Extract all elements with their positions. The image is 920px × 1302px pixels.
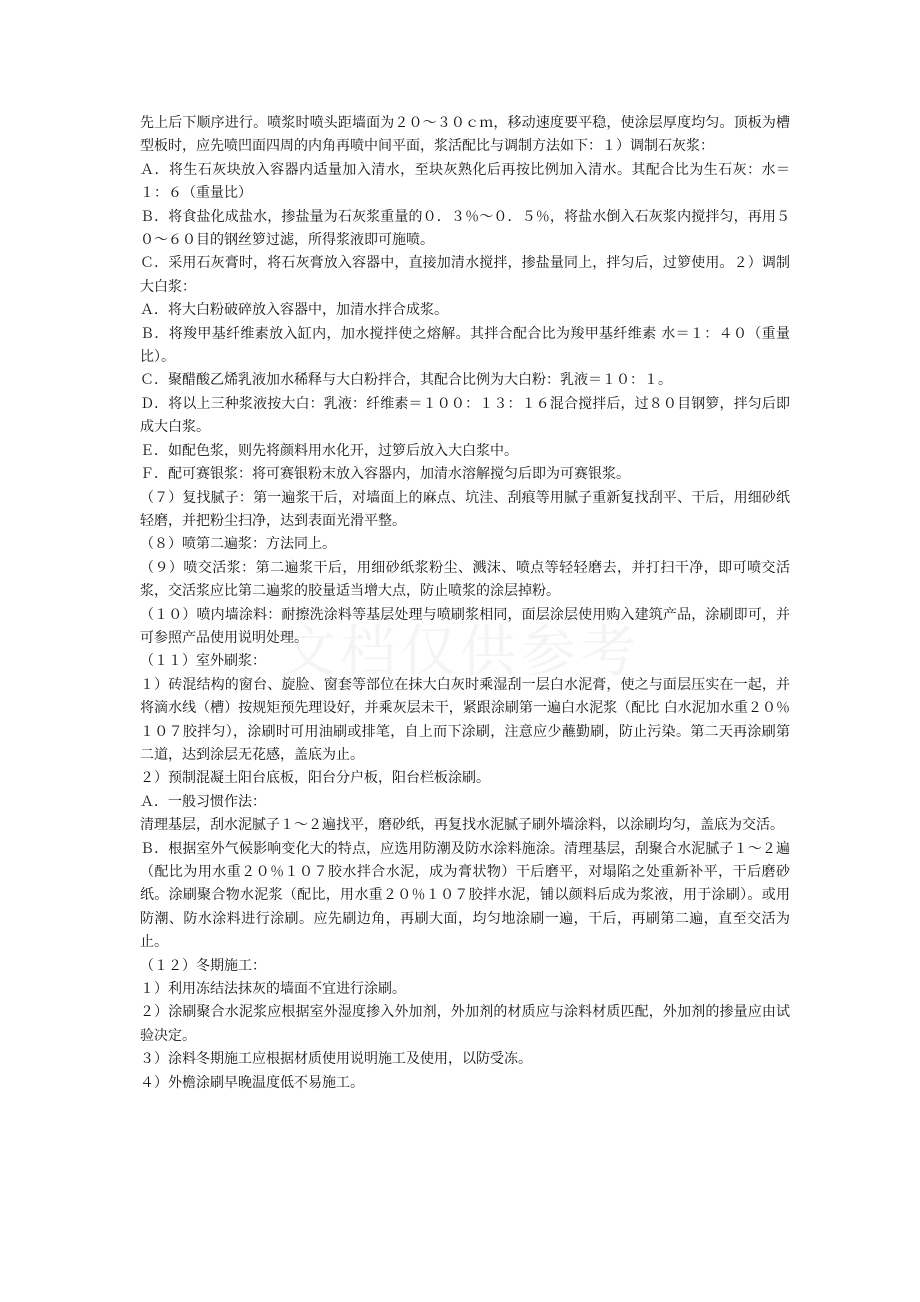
paragraph-24: ３）涂料冬期施工应根据材质使用说明施工及使用，以防受冻。 (140, 1051, 532, 1068)
paragraph-9: Ｅ．如配色浆，则先将颜料用水化开，过箩后放入大白浆中。 (140, 442, 518, 459)
paragraph-6: Ｂ．将羧甲基纤维素放入缸内，加水搅拌使之熔解。其拌合配合比为羧甲基纤维素 水＝１：４０（重量比）。 (140, 325, 790, 366)
paragraph-13: （９）喷交活浆：第二遍浆干后，用细砂纸浆粉尘、溅沫、喷点等轻轻磨去，并打扫干净，即可喷交活浆，交活浆应比第二遍浆的胶量适当增大点，防止喷浆的涂层掉粉。 (140, 559, 790, 600)
paragraph-4: Ｃ．采用石灰膏时，将石灰膏放入容器中，直接加清水搅拌，掺盐量同上，拌匀后，过箩使用。２）调制大白浆： (140, 255, 790, 295)
paragraph-15: （１１）室外刷浆： (140, 653, 266, 670)
paragraph-3: Ｂ．将食盐化成盐水，掺盐量为石灰浆重量的０．３％～０．５％，将盐水倒入石灰浆内搅拌匀，再用５０～６０目的钢丝箩过滤，所得浆液即可施喷。 (140, 208, 790, 249)
paragraph-25: ４）外檐涂刷早晚温度低不易施工。 (140, 1074, 364, 1091)
paragraph-19: 清理基层，刮水泥腻子１～２遍找平，磨砂纸，再复找水泥腻子刷外墙涂料，以涂刷均匀，盖底为交活。 (140, 817, 784, 834)
watermark: 文档仅供参考 (280, 620, 640, 685)
paragraph-7: Ｃ．聚醋酸乙烯乳液加水稀释与大白粉拌合，其配合比例为大白粉：乳液＝１０：１。 (140, 372, 672, 389)
paragraph-10: Ｆ．配可赛银浆：将可赛银粉末放入容器内，加清水溶解搅匀后即为可赛银浆。 (140, 466, 630, 483)
paragraph-16: １）砖混结构的窗台、旋脸、窗套等部位在抹大白灰时乘湿刮一层白水泥膏，使之与面层压实在一起，并将滴水线（槽）按规矩预先理设好，并乘灰层未干，紧跟涂刷第一遍白水泥浆（配比 白水泥加水重２０％１０７胶拌匀），涂刷时可用油刷或排笔，自上而下涂刷，注意应少蘸勤刷，防止污染。第二天再涂刷第二道，达到涂层无花感，盖底为止。 (140, 676, 790, 763)
paragraph-11: （７）复找腻子：第一遍浆干后，对墙面上的麻点、坑洼、刮痕等用腻子重新复找刮平、干后，用细砂纸轻磨，并把粉尘扫净，达到表面光滑平整。 (140, 489, 790, 529)
paragraph-5: Ａ．将大白粉破碎放入容器中，加清水拌合成浆。 (140, 302, 448, 319)
paragraph-8: Ｄ．将以上三种浆液按大白：乳液：纤维素＝１００：１３：１６混合搅拌后，过８０目钢箩，拌匀后即成大白浆。 (140, 395, 790, 436)
paragraph-2: Ａ．将生石灰块放入容器内适量加入清水，至块灰熟化后再按比例加入清水。其配合比为生石灰：水＝１：６（重量比） (140, 161, 790, 202)
paragraph-20: Ｂ．根据室外气候影响变化大的特点，应选用防潮及防水涂料施涂。清理基层，刮聚合水泥腻子１～２遍（配比为用水重２０％１０７胶水拌合水泥，成为膏状物）干后磨平，对塌陷之处重新补平，干后磨砂纸。涂刷聚合物水泥浆（配比，用水重２０％１０７胶拌水泥，铺以颜料后成为浆液，用于涂刷）。或用防潮、防水涂料进行涂刷。应先刷边角，再刷大面，均匀地涂刷一遍，干后，再刷第二遍，直至交活为止。 (140, 840, 790, 951)
document-body (140, 112, 790, 1095)
paragraph-21: （１２）冬期施工： (140, 957, 266, 974)
paragraph-12: （８）喷第二遍浆：方法同上。 (140, 536, 336, 553)
paragraph-22: １）利用冻结法抹灰的墙面不宜进行涂刷。 (140, 981, 406, 998)
paragraph-18: Ａ．一般习惯作法： (140, 793, 266, 810)
paragraph-1: 先上后下顺序进行。喷浆时喷头距墙面为２０～３０ｃｍ，移动速度要平稳，使涂层厚度均匀。顶板为槽型板时，应先喷凹面四周的内角再喷中间平面，浆活配比与调制方法如下：１）调制石灰浆： (140, 115, 790, 155)
paragraph-23: ２）涂刷聚合水泥浆应根据室外湿度掺入外加剂，外加剂的材质应与涂料材质匹配，外加剂的掺量应由试验决定。 (140, 1004, 790, 1044)
paragraph-17: ２）预制混凝土阳台底板，阳台分户板，阳台栏板涂刷。 (140, 770, 490, 787)
paragraph-14: （１０）喷内墙涂料：耐擦洗涂料等基层处理与喷刷浆相同，面层涂层使用购入建筑产品，涂刷即可，并可参照产品使用说明处理。 (140, 606, 790, 646)
